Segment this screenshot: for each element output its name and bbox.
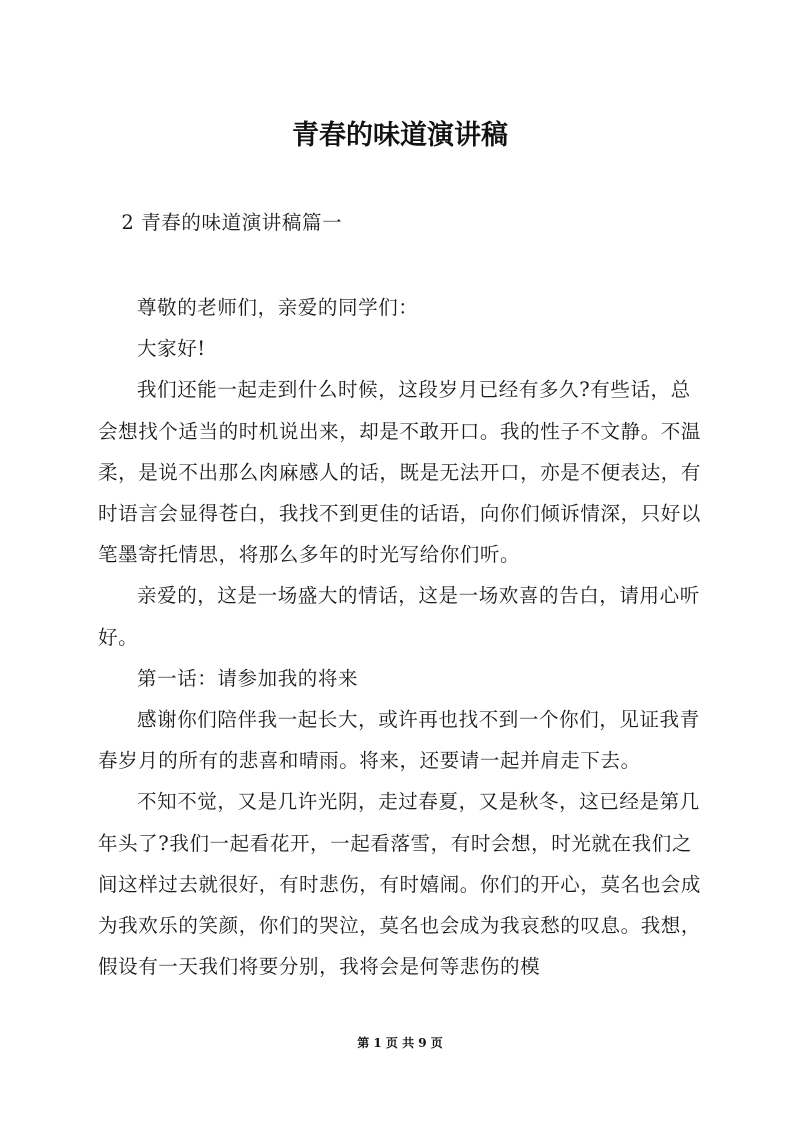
page-number: 第 1 页 共 9 页 bbox=[357, 1036, 443, 1050]
page-footer bbox=[0, 1034, 800, 1052]
paragraph-greeting: 尊敬的老师们，亲爱的同学们： bbox=[137, 296, 419, 319]
section-heading: 2 青春的味道演讲稿篇一 bbox=[121, 211, 343, 234]
paragraph-chapter-one-heading: 第一话：请参加我的将来 bbox=[137, 666, 359, 690]
paragraph-intro: 我们还能一起走到什么时候，这段岁月已经有多久?有些话，总会想找个适当的时机说出来，却是不敢开口。我的性子不文静。不温柔，是说不出那么肉麻感人的话，既是无法开口，亦是不便表达，有时语言会显得苍白，我找不到更佳的话语，向你们倾诉情深，只好以笔墨寄托情思，将那么多年的时光写给你们听。 bbox=[98, 378, 702, 567]
paragraph-memories: 不知不觉，又是几许光阴，走过春夏，又是秋冬，这已经是第几年头了?我们一起看花开，一起看落雪，有时会想，时光就在我们之间这样过去就很好，有时悲伤，有时嬉闹。你们的开心，莫名也会成为我欢乐的笑颜，你们的哭泣，莫名也会成为我哀愁的叹息。我想，假设有一天我们将要分别，我将会是何等悲伤的模 bbox=[98, 790, 702, 979]
paragraph-hello: 大家好! bbox=[137, 337, 206, 361]
paragraph-confession: 亲爱的，这是一场盛大的情话，这是一场欢喜的告白，请用心听好。 bbox=[98, 584, 700, 649]
document-body bbox=[98, 287, 702, 987]
document-title: 青春的味道演讲稿 bbox=[292, 120, 508, 151]
paragraph-gratitude: 感谢你们陪伴我一起长大，或许再也找不到一个你们，见证我青春岁月的所有的悲喜和晴雨。将来，还要请一起并肩走下去。 bbox=[98, 708, 700, 773]
